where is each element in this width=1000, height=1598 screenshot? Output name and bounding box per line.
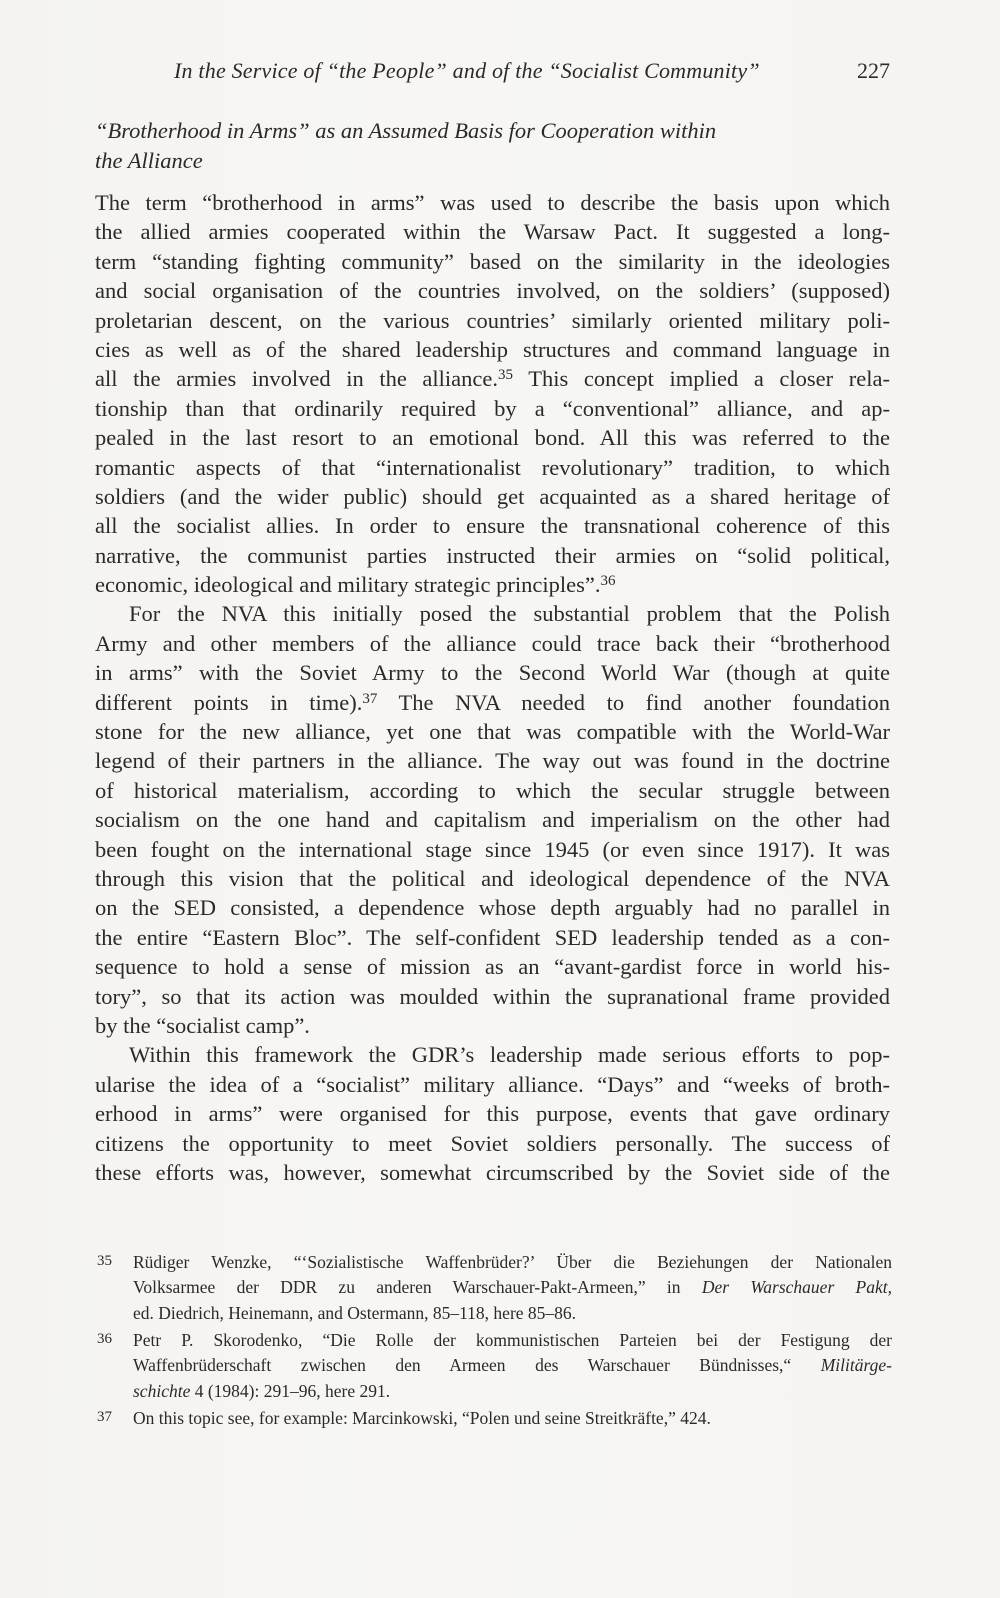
- footnote-text: Volksarmee der DDR zu anderen Warschauer-Pakt-Armeen,” in: [133, 1277, 702, 1297]
- section-heading-line: the Alliance: [95, 148, 203, 173]
- text-line: sequence to hold a sense of mission as an “avant-gardist force in world his-: [95, 954, 890, 980]
- text-line: in arms” with the Soviet Army to the Second World War (though at quite: [95, 660, 890, 686]
- text-line: been fought on the international stage since 1945 (or even since 1917). It was: [95, 836, 890, 862]
- text-line: cies as well as of the shared leadership structures and command language in: [95, 336, 890, 362]
- text-line: proletarian descent, on the various countries’ similarly oriented military poli-: [95, 307, 890, 333]
- text-line: on the SED consisted, a dependence whose depth arguably had no parallel in: [95, 895, 890, 921]
- text-line: romantic aspects of that “internationalist revolutionary” tradition, to which: [95, 454, 890, 480]
- paragraph-2: [95, 599, 890, 1040]
- text-segment: different points in time).: [95, 689, 363, 715]
- footnote-number: 35: [97, 1253, 112, 1269]
- text-line: soldiers (and the wider public) should get acquainted as a shared heritage of: [95, 483, 890, 509]
- text-segment: The NVA needed to find another foundation: [377, 689, 890, 715]
- footnotes: [97, 1248, 892, 1430]
- text-line: ularise the idea of a “socialist” military alliance. “Days” and “weeks of broth-: [95, 1071, 890, 1097]
- footnote-35: [97, 1248, 892, 1326]
- footnote-line: [97, 1326, 892, 1352]
- text-line: tory”, so that its action was moulded within the supranational frame provided: [95, 983, 890, 1009]
- running-title: In the Service of “the People” and of the “Socialist Community”: [174, 58, 760, 83]
- footnote-ref-37[interactable]: 37: [362, 690, 378, 707]
- text-line: Army and other members of the alliance could trace back their “brotherhood: [95, 630, 890, 656]
- footnote-number: 36: [97, 1331, 112, 1347]
- text-line: For the NVA this initially posed the substantial problem that the Polish: [129, 601, 890, 627]
- footnote-line: [97, 1352, 892, 1378]
- text-line: Within this framework the GDR’s leadership made serious efforts to pop-: [129, 1042, 890, 1068]
- footnote-ref-36[interactable]: 36: [600, 573, 616, 590]
- text-line: the allied armies cooperated within the Warsaw Pact. It suggested a long-: [95, 219, 890, 245]
- section-heading-line: “Brotherhood in Arms” as an Assumed Basis for Cooperation within: [95, 118, 717, 143]
- footnote-line: [97, 1248, 892, 1274]
- footnote-line: [97, 1378, 892, 1404]
- page-number: 227: [857, 58, 890, 83]
- text-segment: This concept implied a closer rela-: [513, 366, 890, 392]
- text-line: tionship than that ordinarily required by a “conventional” alliance, and ap-: [95, 395, 890, 421]
- footnote-text: Petr P. Skorodenko, “Die Rolle der kommunistischen Parteien bei der Festigung der: [133, 1330, 892, 1350]
- text-line: The term “brotherhood in arms” was used to describe the basis upon which: [95, 190, 890, 215]
- text-line: the entire “Eastern Bloc”. The self-confident SED leadership tended as a con-: [95, 924, 890, 950]
- footnote-italic-title: Der Warschauer Pakt,: [701, 1277, 892, 1297]
- text-line: all the socialist allies. In order to ensure the transnational coherence of this: [95, 513, 890, 539]
- section-heading: [95, 116, 895, 176]
- text-line: narrative, the communist parties instructed their armies on “solid political,: [95, 542, 890, 568]
- text-segment: economic, ideological and military strategic principles”.: [95, 572, 601, 598]
- footnote-italic-title: Militärge-: [820, 1355, 892, 1375]
- text-line: and social organisation of the countries involved, on the soldiers’ (supposed): [95, 278, 890, 304]
- footnote-line: [97, 1404, 892, 1430]
- text-line: pealed in the last resort to an emotional bond. All this was referred to the: [95, 425, 890, 451]
- text-line: these efforts was, however, somewhat circumscribed by the Soviet side of the: [95, 1159, 890, 1185]
- text-line: [95, 364, 890, 393]
- text-line: legend of their partners in the alliance. The way out was found in the doctrine: [95, 748, 890, 774]
- footnote-36: [97, 1326, 892, 1404]
- footnote-text: On this topic see, for example: Marcinkowski, “Polen und seine Streitkräfte,” 424.: [133, 1408, 711, 1428]
- running-header: [170, 58, 890, 92]
- text-line: stone for the new alliance, yet one that was compatible with the World-War: [95, 719, 890, 745]
- text-line: through this vision that the political and ideological dependence of the NVA: [95, 865, 890, 891]
- paragraph-1: [95, 188, 890, 599]
- text-segment: all the armies involved in the alliance.: [95, 366, 499, 392]
- text-line: by the “socialist camp”.: [95, 1012, 310, 1038]
- footnote-line: [97, 1274, 892, 1300]
- text-line: [95, 688, 890, 717]
- text-line: erhood in arms” were organised for this purpose, events that gave ordinary: [95, 1101, 890, 1127]
- footnote-text: Waffenbrüderschaft zwischen den Armeen des Warschauer Bündnisses,“: [133, 1355, 821, 1375]
- footnote-text: Rüdiger Wenzke, “‘Sozialistische Waffenbrüder?’ Über die Beziehungen der Nationalen: [133, 1252, 892, 1272]
- text-line: of historical materialism, according to which the secular struggle between: [95, 777, 890, 803]
- footnote-ref-35[interactable]: 35: [498, 367, 514, 384]
- text-line: citizens the opportunity to meet Soviet soldiers personally. The success of: [95, 1130, 890, 1156]
- text-line: [95, 570, 890, 599]
- text-line: term “standing fighting community” based on the similarity in the ideologies: [95, 248, 890, 274]
- body-text: [95, 188, 890, 1187]
- footnote-37: [97, 1404, 892, 1430]
- footnote-line: ed. Diedrich, Heinemann, and Ostermann, 85–118, here 85–86.: [133, 1303, 577, 1323]
- paragraph-3: [95, 1040, 890, 1187]
- footnote-number: 37: [97, 1409, 112, 1425]
- footnote-text: 4 (1984): 291–96, here 291.: [190, 1381, 391, 1401]
- text-line: socialism on the one hand and capitalism and imperialism on the other had: [95, 807, 890, 833]
- footnote-italic-title: schichte: [133, 1381, 191, 1401]
